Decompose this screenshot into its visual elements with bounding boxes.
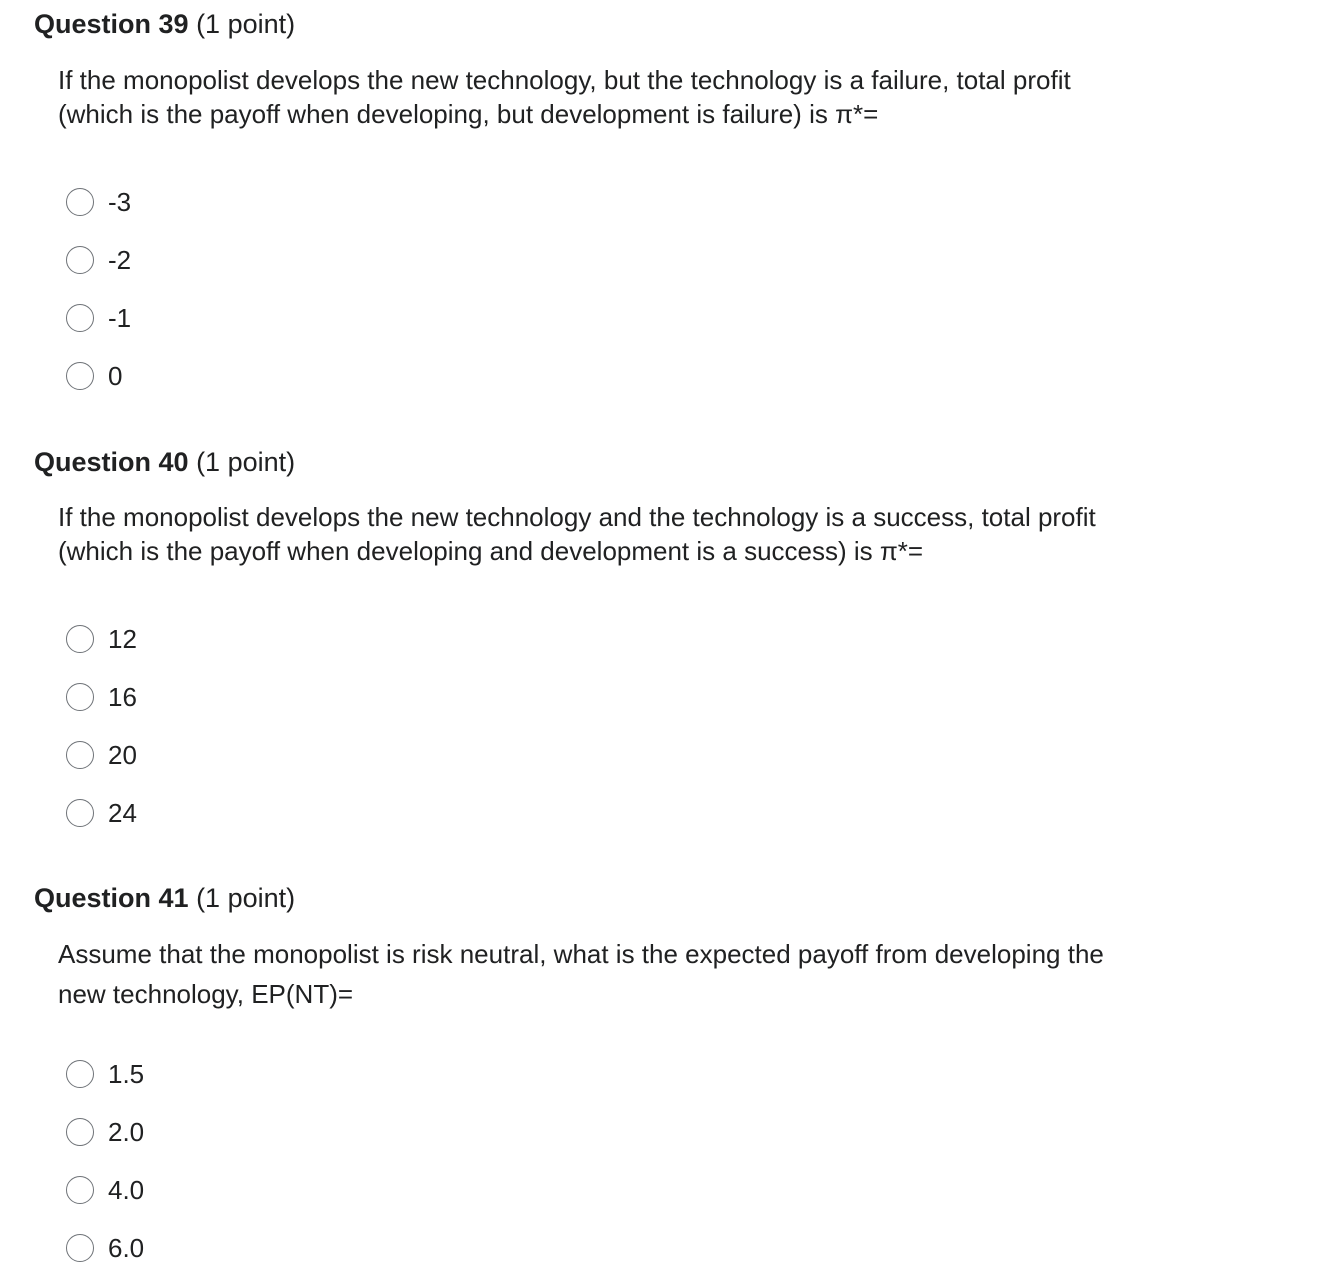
answer-option-label: -2 [108, 245, 132, 275]
radio-button[interactable] [66, 188, 94, 216]
answer-option[interactable] [66, 1232, 144, 1264]
answer-option-label: -3 [108, 187, 132, 217]
answer-option[interactable] [66, 797, 137, 829]
answer-option-label: 0 [108, 361, 123, 391]
question-points: (1 point) [196, 447, 296, 477]
question-text-line: (which is the payoff when developing and development is a success) is π*= [58, 536, 924, 566]
radio-button[interactable] [66, 246, 94, 274]
question-heading [34, 446, 295, 478]
question-text-line: new technology, EP(NT)= [58, 979, 354, 1009]
radio-button[interactable] [66, 625, 94, 653]
answer-option-label: 1.5 [108, 1059, 145, 1089]
question-heading [34, 8, 295, 40]
radio-button[interactable] [66, 304, 94, 332]
answer-option-label: -1 [108, 303, 132, 333]
answer-option-label: 6.0 [108, 1233, 145, 1263]
radio-button[interactable] [66, 362, 94, 390]
radio-button[interactable] [66, 683, 94, 711]
question-text [58, 63, 1258, 131]
answer-option[interactable] [66, 1058, 144, 1090]
question-text-line: (which is the payoff when developing, but development is failure) is π*= [58, 99, 879, 129]
question-text [58, 500, 1258, 568]
question-number: Question 39 [34, 9, 189, 39]
radio-button[interactable] [66, 1118, 94, 1146]
question-text-line: If the monopolist develops the new technology and the technology is a success, total profit [58, 502, 1096, 532]
answer-option-label: 12 [108, 624, 137, 654]
answer-option[interactable] [66, 1174, 144, 1206]
answer-option[interactable] [66, 302, 131, 334]
radio-button[interactable] [66, 741, 94, 769]
question-points: (1 point) [196, 883, 296, 913]
question-number: Question 41 [34, 883, 189, 913]
question-text-line: Assume that the monopolist is risk neutral, what is the expected payoff from developing the [58, 939, 1104, 969]
answer-option[interactable] [66, 186, 131, 218]
answer-option[interactable] [66, 623, 137, 655]
radio-button[interactable] [66, 799, 94, 827]
question-text [58, 934, 1258, 1014]
radio-button[interactable] [66, 1234, 94, 1262]
question-heading [34, 882, 295, 914]
question-points: (1 point) [196, 9, 296, 39]
answer-option[interactable] [66, 739, 137, 771]
answer-option[interactable] [66, 1116, 144, 1148]
answer-option-label: 2.0 [108, 1117, 145, 1147]
answer-option-label: 20 [108, 740, 137, 770]
answer-option-label: 16 [108, 682, 137, 712]
radio-button[interactable] [66, 1060, 94, 1088]
answer-option[interactable] [66, 681, 137, 713]
answer-option-label: 24 [108, 798, 137, 828]
question-number: Question 40 [34, 447, 189, 477]
question-text-line: If the monopolist develops the new technology, but the technology is a failure, total profit [58, 65, 1071, 95]
answer-option-label: 4.0 [108, 1175, 145, 1205]
answer-option[interactable] [66, 360, 122, 392]
answer-option[interactable] [66, 244, 131, 276]
radio-button[interactable] [66, 1176, 94, 1204]
